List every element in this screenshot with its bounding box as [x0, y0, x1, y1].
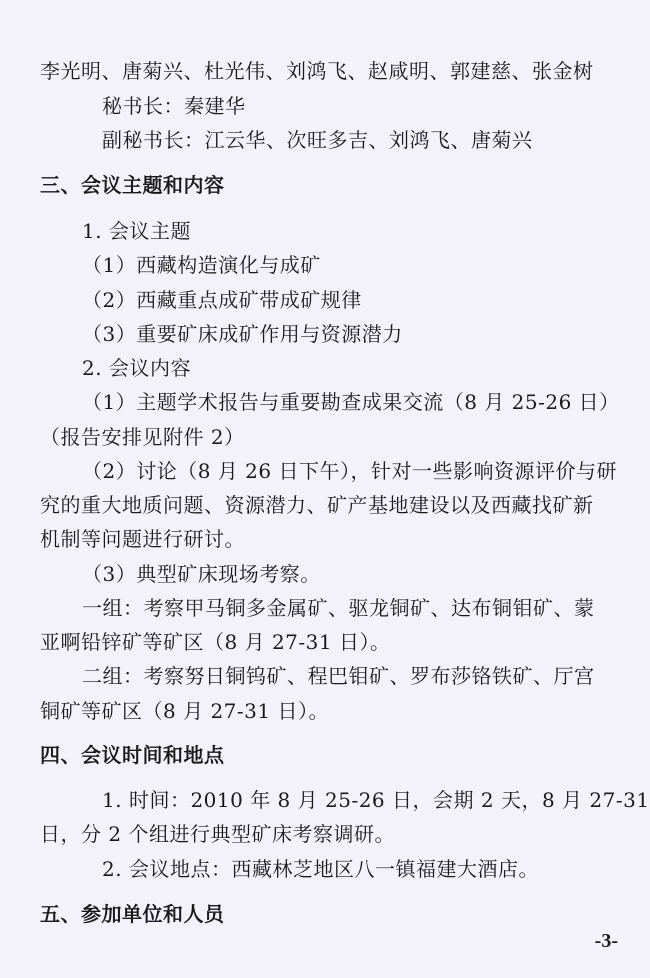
paragraph-line: 铜矿等矿区（8 月 27-31 日）。 [40, 699, 329, 723]
deputy-secretary-line: 副秘书长：江云华、次旺多吉、刘鸿飞、唐菊兴 [102, 128, 533, 152]
paragraph-line: （2）讨论（8 月 26 日下午），针对一些影响资源评价与研 [82, 459, 617, 483]
section-heading-4: 四、会议时间和地点 [40, 743, 225, 767]
paragraph-line: 2. 会议地点：西藏林芝地区八一镇福建大酒店。 [102, 857, 539, 881]
list-item: （3）重要矿床成矿作用与资源潜力 [82, 322, 403, 346]
paragraph-line: 日，分 2 个组进行典型矿床考察调研。 [40, 822, 395, 846]
paragraph-line: 一组：考察甲马铜多金属矿、驱龙铜矿、达布铜钼矿、蒙 [82, 596, 595, 620]
paragraph-line: 1. 时间：2010 年 8 月 25-26 日，会期 2 天，8 月 27-31 [102, 788, 650, 812]
secretary-general-line: 秘书长：秦建华 [102, 94, 246, 118]
paragraph-line: （3）典型矿床现场考察。 [82, 562, 321, 586]
paragraph-line: 二组：考察努日铜钨矿、程巴钼矿、罗布莎铬铁矿、厅宫 [82, 664, 595, 688]
committee-members-line: 李光明、唐菊兴、杜光伟、刘鸿飞、赵咸明、郭建慈、张金树 [40, 59, 594, 83]
paragraph-line: 究的重大地质问题、资源潜力、矿产基地建设以及西藏找矿新 [40, 493, 594, 517]
section-heading-5: 五、参加单位和人员 [40, 902, 225, 926]
paragraph-line: 机制等问题进行研讨。 [40, 527, 245, 551]
paragraph-line: （报告安排见附件 2） [40, 425, 245, 449]
subsection-title: 1. 会议主题 [82, 219, 191, 243]
paragraph-line: （1）主题学术报告与重要勘查成果交流（8 月 25-26 日） [82, 390, 620, 414]
page-number: -3- [594, 930, 618, 952]
paragraph-line: 亚啊铅锌矿等矿区（8 月 27-31 日）。 [40, 630, 391, 654]
subsection-title: 2. 会议内容 [82, 356, 191, 380]
list-item: （1）西藏构造演化与成矿 [82, 253, 321, 277]
section-heading-3: 三、会议主题和内容 [40, 173, 225, 197]
list-item: （2）西藏重点成矿带成矿规律 [82, 288, 362, 312]
